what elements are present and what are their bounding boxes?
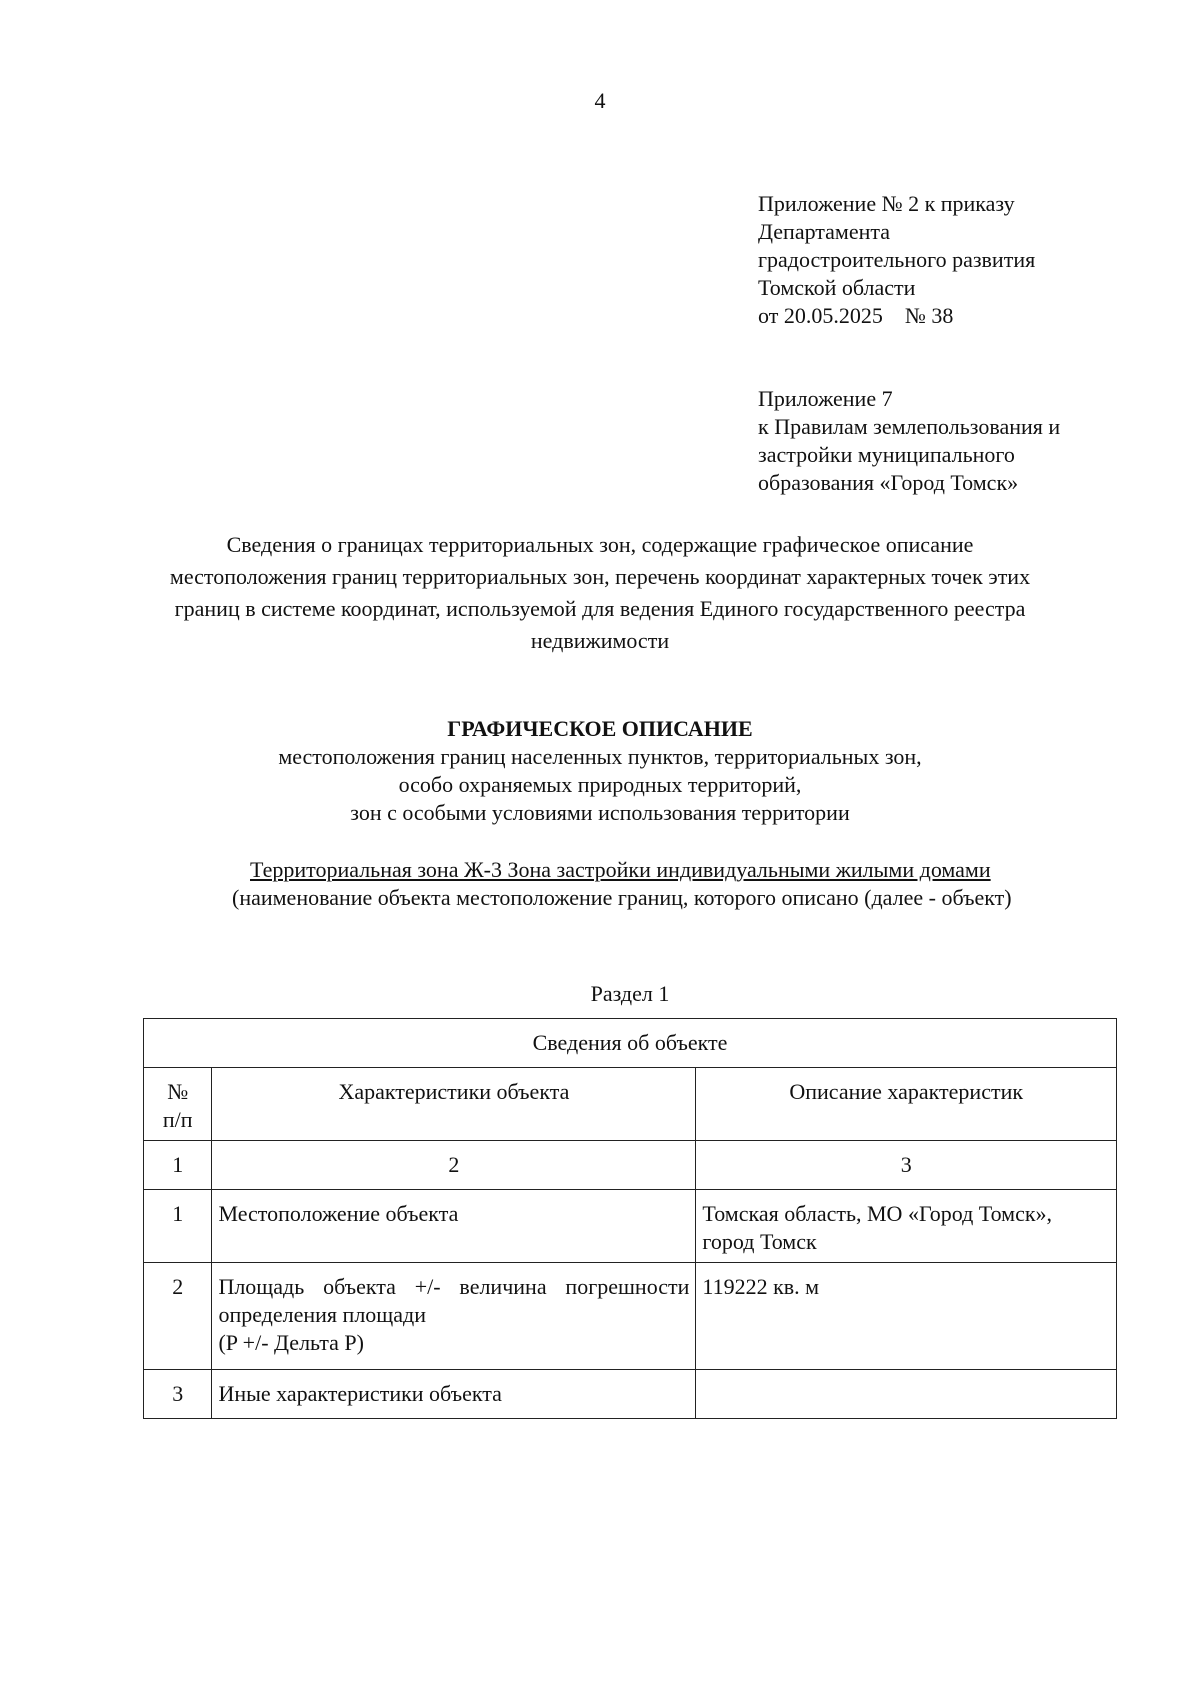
graphic-description-line: зон с особыми условиями использования территории: [350, 800, 850, 825]
row-description: [696, 1370, 1117, 1419]
header-num: [144, 1068, 212, 1141]
row-characteristic: Иные характеристики объекта: [212, 1370, 696, 1419]
column-number: 2: [212, 1141, 696, 1190]
appendix-order-line: Приложение № 2 к приказу: [758, 191, 1015, 216]
appendix-rules-line: застройки муниципального: [758, 442, 1015, 467]
row-description-line: город Томск: [702, 1229, 817, 1254]
graphic-description-title: ГРАФИЧЕСКОЕ ОПИСАНИЕ: [447, 716, 753, 741]
appendix-order-line: градостроительного развития: [758, 247, 1036, 272]
zone-name: Территориальная зона Ж-3 Зона застройки индивидуальными жилыми домами: [250, 857, 991, 882]
appendix-order-block: [758, 190, 1178, 330]
graphic-description-heading: [80, 715, 1120, 827]
graphic-description-line: особо охраняемых природных территорий,: [398, 772, 802, 797]
appendix-rules-block: [758, 385, 1178, 497]
appendix-rules-line: Приложение 7: [758, 386, 893, 411]
intro-line: местоположения границ территориальных зон, перечень координат характерных точек этих: [169, 564, 1031, 589]
header-num-line2: п/п: [162, 1107, 193, 1132]
row-characteristic-line: (P +/- Дельта P): [218, 1330, 364, 1355]
appendix-rules-line: к Правилам землепользования и: [758, 414, 1061, 439]
section-label: Раздел 1: [590, 981, 670, 1006]
row-num: 2: [144, 1263, 212, 1370]
page-number: 4: [594, 88, 606, 113]
row-characteristic-line: определения площади: [218, 1302, 426, 1327]
row-characteristic: [212, 1263, 696, 1370]
appendix-order-line: от 20.05.2025 № 38: [758, 303, 954, 328]
table-header-row: [144, 1068, 1117, 1141]
table-title-row: [144, 1019, 1117, 1068]
header-characteristics: Характеристики объекта: [212, 1068, 696, 1141]
column-number: 3: [696, 1141, 1117, 1190]
row-description: 119222 кв. м: [696, 1263, 1117, 1370]
header-num-line1: №: [167, 1079, 189, 1104]
table-row: [144, 1263, 1117, 1370]
column-number: 1: [144, 1141, 212, 1190]
zone-caption: (наименование объекта местоположение границ, которого описано (далее - объект): [232, 885, 1012, 910]
intro-line: Сведения о границах территориальных зон, содержащие графическое описание: [226, 532, 974, 557]
table-row: [144, 1190, 1117, 1263]
intro-line: недвижимости: [530, 628, 670, 653]
object-info-table: [143, 1018, 1117, 1419]
intro-line: границ в системе координат, используемой для ведения Единого государственного реестра: [174, 596, 1026, 621]
row-description-line: Томская область, МО «Город Томск»,: [702, 1201, 1053, 1226]
appendix-order-line: Департамента: [758, 219, 891, 244]
row-num: 3: [144, 1370, 212, 1419]
header-description: Описание характеристик: [696, 1068, 1117, 1141]
row-characteristic: Местоположение объекта: [212, 1190, 696, 1263]
intro-paragraph: [80, 529, 1120, 657]
table-row: [144, 1370, 1117, 1419]
table-column-numbers-row: [144, 1141, 1117, 1190]
row-num: 1: [144, 1190, 212, 1263]
appendix-order-line: Томской области: [758, 275, 916, 300]
graphic-description-line: местоположения границ населенных пунктов, территориальных зон,: [278, 744, 922, 769]
table-title: Сведения об объекте: [144, 1019, 1117, 1068]
appendix-rules-line: образования «Город Томск»: [758, 470, 1019, 495]
row-description: [696, 1190, 1117, 1263]
row-characteristic-line: Площадь объекта +/- величина погрешности: [218, 1274, 690, 1299]
